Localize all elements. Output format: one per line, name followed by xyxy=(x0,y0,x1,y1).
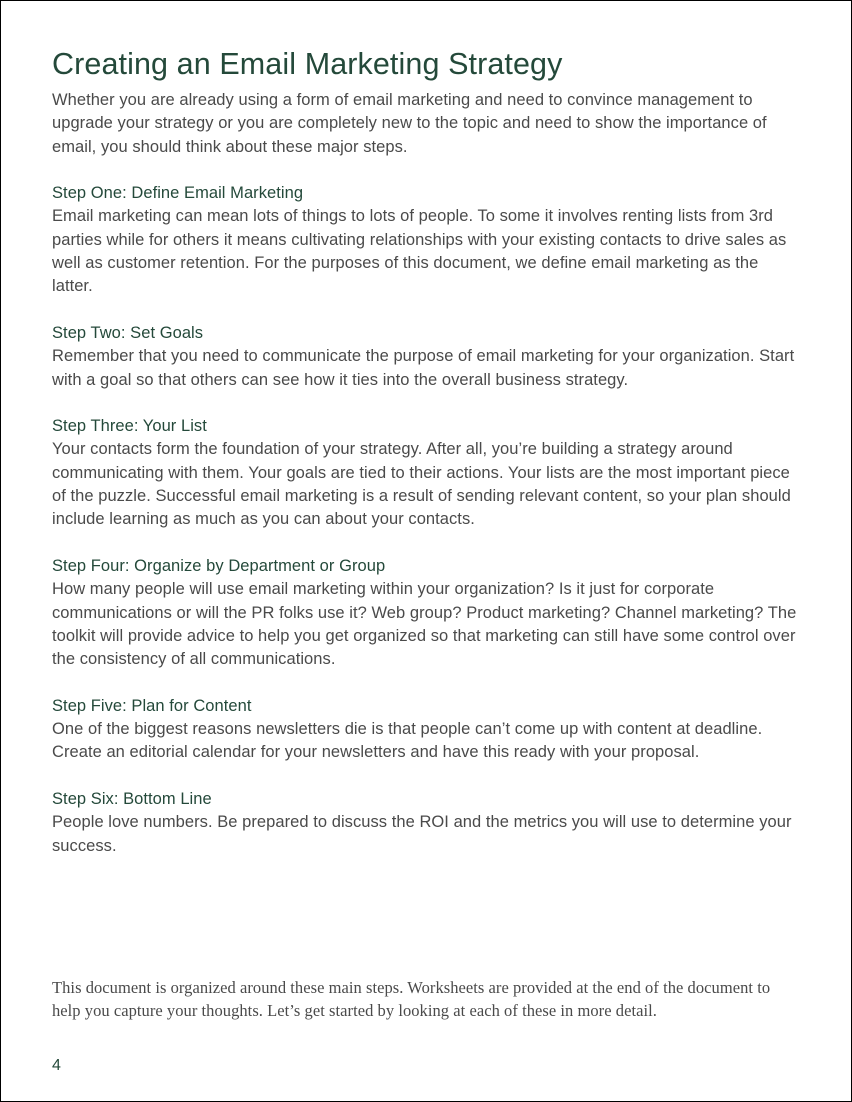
page-number: 4 xyxy=(52,1057,61,1074)
step-heading: Step Four: Organize by Department or Group xyxy=(52,556,386,575)
step-body: People love numbers. Be prepared to discuss the ROI and the metrics you will use to determine your success. xyxy=(52,813,792,855)
step-body: Your contacts form the foundation of your strategy. After all, you’re building a strategy around communicating with them. Your goals are tied to their actions. Your lists are the most important piece of the puzzle. Successful email marketing is a result of sending relevant content, so your plan should include learning as much as you can about your contacts. xyxy=(52,440,791,529)
closing-paragraph: This document is organized around these main steps. Worksheets are provided at the end of the document to help you capture your thoughts. Let’s get started by looking at each of these in more detail. xyxy=(52,978,771,1021)
page-title: Creating an Email Marketing Strategy xyxy=(52,47,563,81)
step-body: Email marketing can mean lots of things to lots of people. To some it involves renting lists from 3rd parties while for others it means cultivating relationships with your existing contacts to drive sales as well as customer retention. For the purposes of this document, we define email marketing as the latter. xyxy=(52,207,787,296)
step-body: How many people will use email marketing within your organization? Is it just for corporate communications or will the PR folks use it? Web group? Product marketing? Channel marketing? The toolkit will provide advice to help you get organized so that marketing can still have some control over the consistency of all communications. xyxy=(52,580,797,669)
intro-paragraph: Whether you are already using a form of email marketing and need to convince management to upgrade your strategy or you are completely new to the topic and need to show the importance of email, you should think about these major steps. xyxy=(52,91,767,156)
step-section-six xyxy=(52,788,802,858)
step-body: Remember that you need to communicate the purpose of email marketing for your organization. Start with a goal so that others can see how it ties into the overall business strategy. xyxy=(52,347,795,389)
step-section-two xyxy=(52,322,802,392)
step-heading: Step Two: Set Goals xyxy=(52,323,204,342)
step-section-five xyxy=(52,695,802,765)
step-heading: Step Five: Plan for Content xyxy=(52,696,252,715)
step-body: One of the biggest reasons newsletters die is that people can’t come up with content at deadline. Create an editorial calendar for your newsletters and have this ready with your proposal. xyxy=(52,720,763,762)
step-section-three xyxy=(52,415,802,531)
step-heading: Step Three: Your List xyxy=(52,417,207,436)
page-content xyxy=(52,45,802,858)
step-heading: Step One: Define Email Marketing xyxy=(52,184,304,203)
step-heading: Step Six: Bottom Line xyxy=(52,789,212,808)
step-section-one xyxy=(52,182,802,298)
step-section-four xyxy=(52,555,802,671)
